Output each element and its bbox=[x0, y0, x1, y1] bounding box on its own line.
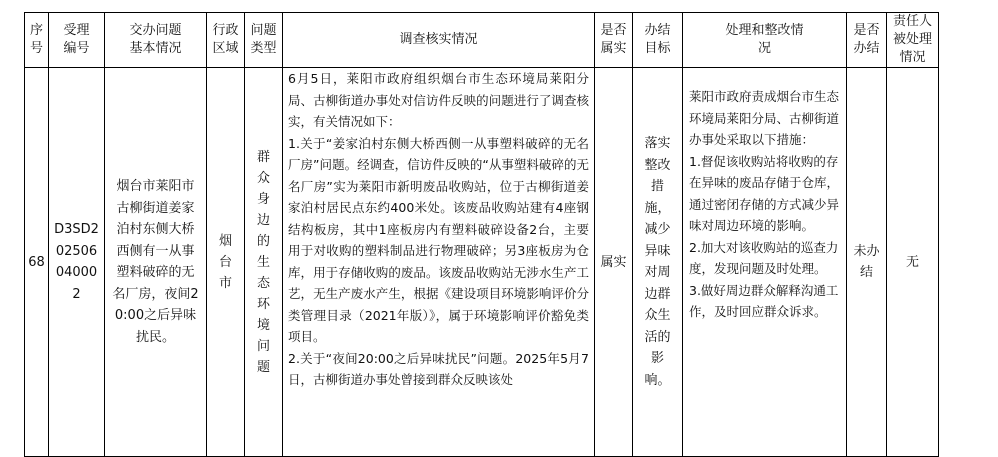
investigation-para: 6月5日，莱阳市政府组织烟台市生态环境局莱阳分局、古柳街道办事处对信访件反映的问题进行了调查核实，有关情况如下： bbox=[288, 71, 589, 129]
cell-id: D3SD202506040002 bbox=[49, 68, 105, 457]
header-id: 受理编号 bbox=[49, 13, 105, 68]
cell-action bbox=[683, 68, 847, 457]
header-seq: 序号 bbox=[25, 13, 49, 68]
header-is-true: 是否属实 bbox=[595, 13, 633, 68]
header-investigation: 调查核实情况 bbox=[283, 13, 595, 68]
cell-seq: 68 bbox=[25, 68, 49, 457]
cell-is-done: 未办结 bbox=[847, 68, 887, 457]
cell-area: 烟台市 bbox=[207, 68, 245, 457]
cell-investigation bbox=[283, 68, 595, 457]
header-action: 处理和整改情况 bbox=[683, 13, 847, 68]
action-para: 莱阳市政府责成烟台市生态环境局莱阳分局、古柳街道办事处采取以下措施： bbox=[689, 89, 840, 147]
header-row bbox=[25, 13, 939, 68]
header-area: 行政区域 bbox=[207, 13, 245, 68]
header-is-done: 是否办结 bbox=[847, 13, 887, 68]
cell-type: 群众身边的生态环境问题 bbox=[245, 68, 283, 457]
header-goal: 办结目标 bbox=[633, 13, 683, 68]
table-row bbox=[25, 68, 939, 457]
case-table bbox=[24, 12, 939, 457]
action-para: 1.督促该收购站将收购的存在异味的废品存储于仓库，通过密闭存储的方式减少异味对周边环境的影响。 bbox=[689, 153, 840, 233]
action-para: 3.做好周边群众解释沟通工作，及时回应群众诉求。 bbox=[689, 282, 839, 319]
header-issue: 交办问题基本情况 bbox=[105, 13, 207, 68]
cell-goal: 落实整改措施，减少异味对周边群众生活的影响。 bbox=[633, 68, 683, 457]
cell-is-true: 属实 bbox=[595, 68, 633, 457]
investigation-para: 2.关于“夜间20:00之后异味扰民”问题。2025年5月7日，古柳街道办事处曾接到群众反映该处 bbox=[288, 350, 589, 387]
header-type: 问题类型 bbox=[245, 13, 283, 68]
action-para: 2.加大对该收购站的巡查力度，发现问题及时处理。 bbox=[689, 239, 839, 276]
investigation-para: 1.关于“姜家泊村东侧大桥西侧一从事塑料破碎的无名厂房”问题。经调查，信访件反映的“从事塑料破碎的无名厂房”实为莱阳市新明废品收购站，位于古柳街道姜家泊村居民点东约400米处。该废品收购站建有4座钢结构板房，其中1座板房内有塑料破碎设备2台，主要用于对收购的塑料制品进行物理破碎；另3座板房为仓库，用于存储收购的废品。该废品收购站无涉水生产工艺，无生产废水产生，根据《建设项目环境影响评价分类管理目录（2021年版）》，属于环境影响评价豁免类项目。 bbox=[288, 135, 589, 344]
cell-responsible: 无 bbox=[887, 68, 939, 457]
header-responsible: 责任人被处理情况 bbox=[887, 13, 939, 68]
cell-issue: 烟台市莱阳市古柳街道姜家泊村东侧大桥西侧有一从事塑料破碎的无名厂房，夜间20:00之后异味扰民。 bbox=[105, 68, 207, 457]
